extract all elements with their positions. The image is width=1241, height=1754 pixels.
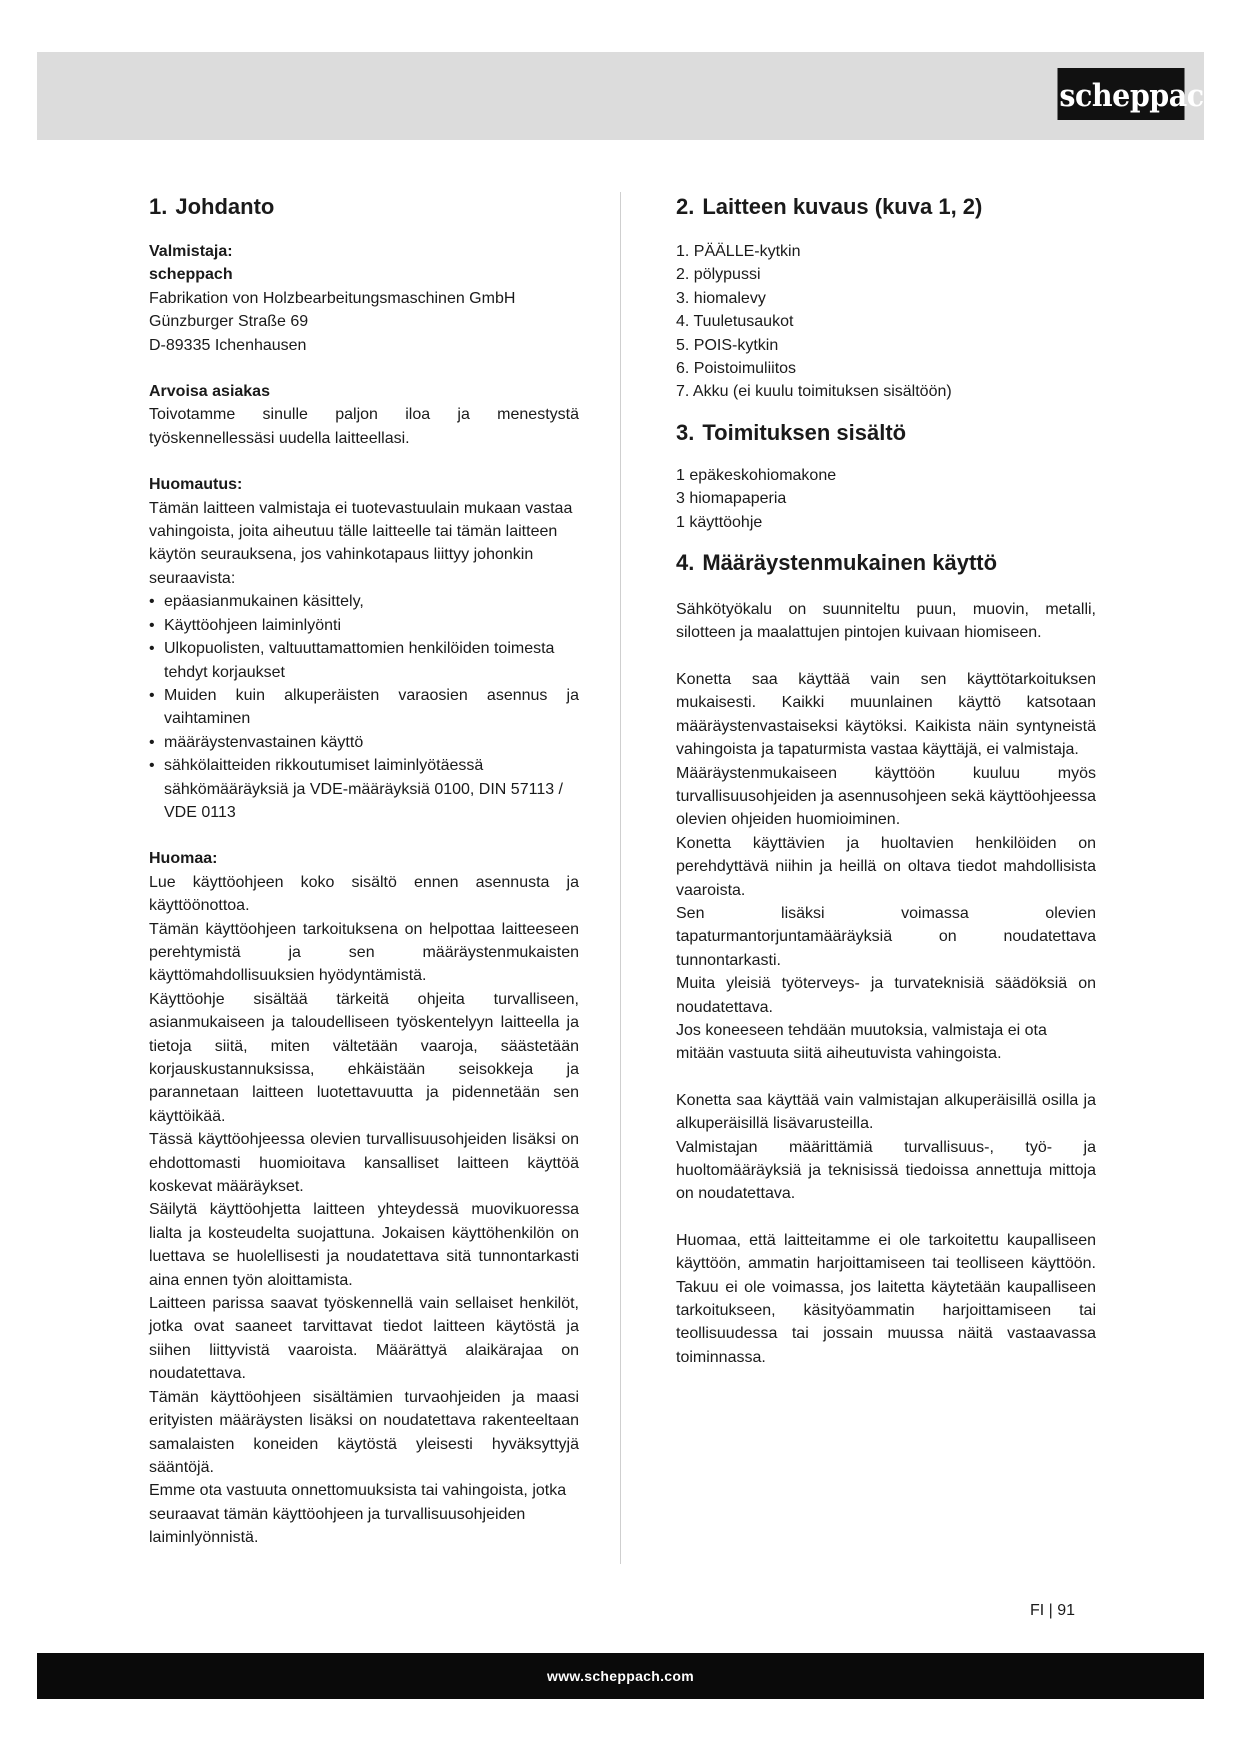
note-paragraph: Laitteen parissa saavat työskennellä vain sellaiset henkilöt, jotka ovat saaneet tarvittavat tiedot laitteen käytöstä ja siihen liittyvistä vaaroista. Määrättyä alaikärajaa on noudatettava.	[149, 1295, 579, 1383]
section-2-heading: 2. Laitteen kuvaus (kuva 1, 2)	[676, 194, 983, 219]
manufacturer-city: D-89335 Ichenhausen	[149, 336, 307, 354]
list-item: 6. Poistoimuliitos	[676, 360, 797, 378]
header-band	[37, 52, 1204, 140]
use-paragraph: Huomaa, että laitteitamme ei ole tarkoitettu kaupalliseen käyttöön, ammatin harjoittamiseen tai teolliseen käyttöön. Takuu ei ole voimassa, jos laitetta käytetään kaupalliseen tarkoitukseen, käsityöammatin harjoittamiseen tai teollisuudessa tai jossain muussa näitä vastaavassa toiminnassa.	[676, 1231, 1096, 1366]
delivery-item: 1 käyttöohje	[676, 513, 763, 531]
note-paragraph: Tämän käyttöohjeen tarkoituksena on helpottaa laitteeseen perehtymistä ja sen määräystenmukaisten käyttömahdollisuuksien hyödyntämistä.	[149, 920, 579, 985]
section-3-heading: 3. Toimituksen sisältö	[676, 419, 907, 445]
dear-customer-text: Toivotamme sinulle paljon iloa ja menestystä työskennellessäsi uudella laitteellasi.	[149, 406, 579, 447]
list-item: 5. POIS-kytkin	[676, 336, 779, 354]
section-1-heading: 1. Johdanto	[149, 194, 275, 219]
scheppach-logo: scheppach	[1058, 68, 1185, 120]
left-column	[149, 190, 579, 1550]
list-item: • epäasianmukainen käsittely,	[149, 590, 579, 613]
use-paragraph: Valmistajan määrittämiä turvallisuus-, työ- ja huoltomääräyksiä ja teknisissä tiedoissa annettuja mittoja on noudatettava.	[676, 1138, 1096, 1203]
list-item: • Ulkopuolisten, valtuuttamattomien henkilöiden toimesta tehdyt korjaukset	[149, 637, 579, 684]
list-item: • määräystenvastainen käyttö	[149, 731, 579, 754]
note-paragraph: Käyttöohje sisältää tärkeitä ohjeita turvalliseen, asianmukaiseen ja taloudelliseen työskentelyyn laitteella ja tietoja siitä, miten vältetään vaaroja, säästetään korjauskustannuksissa, ehkäistään seisokkeja ja parannetaan laitteen luotettavuutta ja pidennetään sen käyttöikää.	[149, 990, 579, 1125]
list-item: 4. Tuuletusaukot	[676, 313, 794, 331]
use-paragraph: Määräystenmukaiseen käyttöön kuuluu myös turvallisuusohjeiden ja asennusohjeen sekä käyttöohjeessa olevien ohjeiden huomioiminen.	[676, 764, 1096, 829]
note-paragraph: Tässä käyttöohjeessa olevien turvallisuusohjeiden lisäksi on ehdottomasti huomioitava kansalliset laitteen käyttöä koskevat määräykset.	[149, 1131, 579, 1196]
note-paragraph: Tämän käyttöohjeen sisältämien turvaohjeiden ja maasi erityisten määräysten lisäksi on noudatettava rakenteeltaan samalaisten koneiden käytöstä yleisesti hyväksyttyjä sääntöjä.	[149, 1388, 579, 1476]
website-link[interactable]: www.scheppach.com	[547, 1668, 694, 1684]
manufacturer-company: Fabrikation von Holzbearbeitungsmaschinen GmbH	[149, 289, 516, 307]
use-paragraph: Konetta käyttävien ja huoltavien henkilöiden on perehdyttävä niihin ja heillä on oltava tiedot mahdollisista vaaroista.	[676, 834, 1096, 899]
delivery-item: 3 hiomapaperia	[676, 490, 787, 508]
use-paragraph: Sen lisäksi voimassa olevien tapaturmantorjuntamääräyksiä on noudatettava tunnontarkasti.	[676, 904, 1096, 969]
list-item: • sähkölaitteiden rikkoutumiset laiminlyötäessä sähkömääräyksiä ja VDE-määräyksiä 0100, DIN 57113 / VDE 0113	[149, 754, 579, 824]
notice-label: Huomautus:	[149, 476, 243, 494]
delivery-item: 1 epäkeskohiomakone	[676, 466, 837, 484]
list-item: • Muiden kuin alkuperäisten varaosien asennus ja vaihtaminen	[149, 684, 579, 731]
use-paragraph: Jos koneeseen tehdään muutoksia, valmistaja ei ota mitään vastuuta siitä aiheutuvista vahingoista.	[676, 1021, 1047, 1063]
column-divider	[620, 192, 621, 1564]
section-4-heading: 4. Määräystenmukainen käyttö	[676, 550, 998, 576]
use-paragraph: Muita yleisiä työterveys- ja turvateknisiä säädöksiä on noudatettava.	[676, 975, 1096, 1016]
parts-list	[676, 240, 1096, 404]
right-column	[676, 190, 1096, 1369]
note-paragraph: Säilytä käyttöohjetta laitteen yhteydessä muovikuoressa lialta ja kosteudelta suojattuna. Jokaisen käyttöhenkilön on luettava se huolellisesti ja noudatettava sitä tunnontarkasti aina ennen työn aloittamista.	[149, 1201, 579, 1289]
manufacturer-street: Günzburger Straße 69	[149, 313, 309, 331]
notice-text: Tämän laitteen valmistaja ei tuotevastuulain mukaan vastaa vahingoista, joita aiheutuu tälle laitteelle tai tämän laitteen käytön seurauksena, jos vahinkotapaus liittyy johonkin seuraavista:	[149, 499, 573, 587]
manufacturer-name: scheppach	[149, 266, 233, 284]
use-paragraph: Konetta saa käyttää vain sen käyttötarkoituksen mukaisesti. Kaikki muunlainen käyttö katsotaan määräystenvastaiseksi käytöksi. Kaikista näin syntyneistä vahingoista ja tapaturmista vastaa käyttäjä, ei valmistaja.	[676, 670, 1096, 759]
note-paragraph: Lue käyttöohjeen koko sisältö ennen asennusta ja käyttöönottoa.	[149, 873, 579, 915]
use-paragraph: Konetta saa käyttää vain valmistajan alkuperäisillä osilla ja alkuperäisillä lisävarusteilla.	[676, 1091, 1096, 1133]
list-item: 7. Akku (ei kuulu toimituksen sisältöön)	[676, 383, 952, 401]
list-item: 3. hiomalevy	[676, 289, 766, 307]
list-item: • Käyttöohjeen laiminlyönti	[149, 614, 579, 637]
manufacturer-label: Valmistaja:	[149, 243, 233, 260]
list-item: 1. PÄÄLLE-kytkin	[676, 243, 801, 260]
list-item: 2. pölypussi	[676, 266, 761, 284]
notice-bullet-list	[149, 590, 579, 824]
footer-bar	[37, 1653, 1204, 1699]
use-paragraph: Sähkötyökalu on suunniteltu puun, muovin, metalli, silotteen ja maalattujen pintojen kuivaan hiomiseen.	[676, 601, 1096, 642]
note-paragraph: Emme ota vastuuta onnettomuuksista tai vahingoista, jotka seuraavat tämän käyttöohjeen ja turvallisuusohjeiden laiminlyönnistä.	[149, 1482, 567, 1547]
note-label: Huomaa:	[149, 850, 218, 868]
dear-customer-label: Arvoisa asiakas	[149, 383, 270, 401]
page-number: FI | 91	[1030, 1602, 1076, 1619]
